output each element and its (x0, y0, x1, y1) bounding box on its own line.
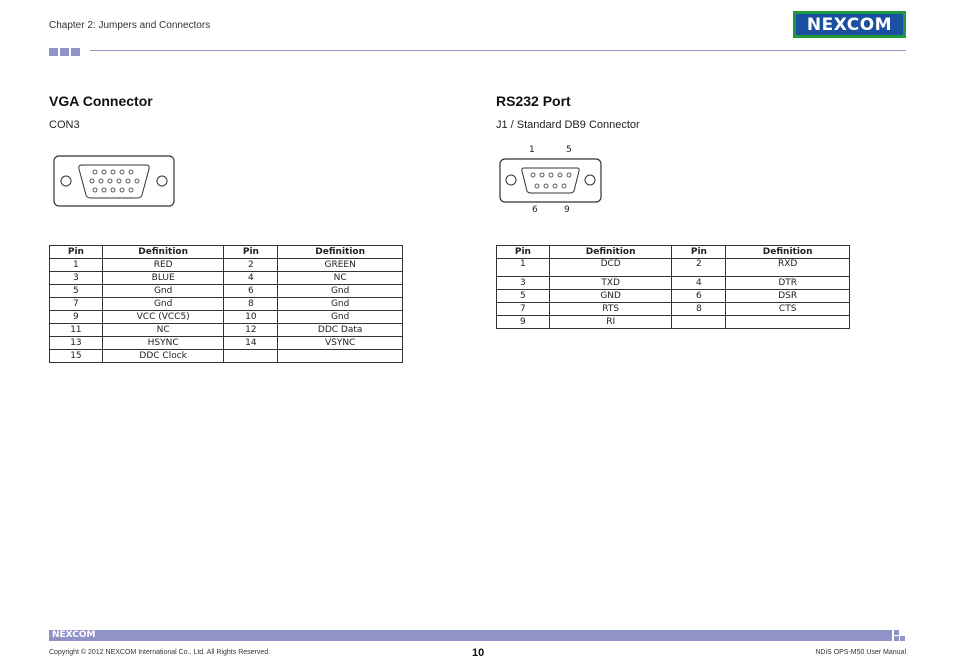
vga-cell: 6 (224, 285, 278, 298)
rs232-title: RS232 Port (496, 93, 571, 109)
vga-cell: 7 (50, 298, 103, 311)
rs232-cell: RXD (726, 259, 850, 277)
vga-connector-diagram (53, 155, 175, 207)
pin-hole (90, 179, 94, 183)
vga-cell: 11 (50, 324, 103, 337)
vga-cell: 8 (224, 298, 278, 311)
rs232-pin-table (496, 245, 850, 329)
rs232-cell: RI (549, 316, 672, 329)
header-squares (49, 48, 80, 56)
rs232-cell: 3 (497, 277, 550, 290)
rs232-header-0: Pin (497, 246, 550, 259)
vga-cell: Gnd (278, 311, 403, 324)
vga-cell: VSYNC (278, 337, 403, 350)
pin-hole (558, 173, 562, 177)
manual-title: NDiS OPS-M50 User Manual (815, 649, 906, 656)
table-row (497, 303, 850, 316)
vga-cell: Gnd (278, 285, 403, 298)
vga-cell: 1 (50, 259, 103, 272)
pin-hole (93, 188, 97, 192)
table-row (50, 337, 403, 350)
vga-cell: Gnd (102, 285, 224, 298)
vga-cell: 2 (224, 259, 278, 272)
pin-hole (120, 188, 124, 192)
vga-title: VGA Connector (49, 93, 153, 109)
page-number: 10 (472, 647, 485, 659)
rs232-cell: 8 (672, 303, 726, 316)
vga-cell: 14 (224, 337, 278, 350)
pin-hole (93, 170, 97, 174)
vga-cell: DDC Data (278, 324, 403, 337)
vga-header-0: Pin (50, 246, 103, 259)
vga-cell: Gnd (102, 298, 224, 311)
rs232-cell: TXD (549, 277, 672, 290)
vga-cell: RED (102, 259, 224, 272)
rs232-cell: 2 (672, 259, 726, 277)
pin-hole (535, 184, 539, 188)
pin-hole (553, 184, 557, 188)
rs232-cell: 6 (672, 290, 726, 303)
vga-header-1: Definition (102, 246, 224, 259)
pin-hole (129, 188, 133, 192)
pin-hole (129, 170, 133, 174)
vga-cell: 3 (50, 272, 103, 285)
vga-cell: VCC (VCC5) (102, 311, 224, 324)
pin-hole (108, 179, 112, 183)
rs232-cell: 9 (497, 316, 550, 329)
rs232-cell: RTS (549, 303, 672, 316)
rs232-cell: GND (549, 290, 672, 303)
vga-cell: BLUE (102, 272, 224, 285)
vga-header-2: Pin (224, 246, 278, 259)
copyright-text: Copyright © 2012 NEXCOM International Co., Ltd. All Rights Reserved. (49, 649, 271, 656)
db9-pin-5-label: 5 (566, 145, 572, 155)
pin-hole (567, 173, 571, 177)
table-row (497, 290, 850, 303)
vga-header-3: Definition (278, 246, 403, 259)
table-row (50, 259, 403, 272)
pin-hole (117, 179, 121, 183)
table-row (497, 277, 850, 290)
vga-cell: NC (278, 272, 403, 285)
vga-cell: DDC Clock (102, 350, 224, 363)
table-row (50, 272, 403, 285)
vga-cell: NC (102, 324, 224, 337)
pin-hole (99, 179, 103, 183)
db9-pin-6-label: 6 (532, 205, 538, 215)
table-row (50, 311, 403, 324)
pin-hole (549, 173, 553, 177)
rs232-cell (726, 316, 850, 329)
pin-hole (126, 179, 130, 183)
vga-cell: 15 (50, 350, 103, 363)
vga-cell: 10 (224, 311, 278, 324)
footer-bar (49, 630, 892, 641)
vga-cell: 5 (50, 285, 103, 298)
pin-hole (540, 173, 544, 177)
logo-text: NEXCOM (806, 14, 893, 35)
db9-connector-diagram (499, 158, 602, 203)
rs232-cell: 1 (497, 259, 550, 277)
vga-pin-table (49, 245, 403, 363)
nexcom-logo (793, 11, 906, 38)
rs232-cell: 5 (497, 290, 550, 303)
footer-logo: NEXCOM (52, 630, 96, 640)
pin-hole (562, 184, 566, 188)
vga-cell: 12 (224, 324, 278, 337)
rs232-cell: 7 (497, 303, 550, 316)
rs232-header-3: Definition (726, 246, 850, 259)
rs232-header-2: Pin (672, 246, 726, 259)
pin-hole (102, 170, 106, 174)
rs232-cell: CTS (726, 303, 850, 316)
pin-hole (111, 170, 115, 174)
vga-cell: HSYNC (102, 337, 224, 350)
pin-hole (102, 188, 106, 192)
table-row (50, 324, 403, 337)
pin-hole (135, 179, 139, 183)
table-row (50, 298, 403, 311)
vga-cell (224, 350, 278, 363)
table-row (497, 316, 850, 329)
pin-hole (120, 170, 124, 174)
rs232-cell: DSR (726, 290, 850, 303)
vga-cell (278, 350, 403, 363)
db9-pin-9-label: 9 (564, 205, 570, 215)
chapter-title: Chapter 2: Jumpers and Connectors (49, 20, 211, 31)
rs232-cell: DTR (726, 277, 850, 290)
vga-cell: 9 (50, 311, 103, 324)
rs232-cell: DCD (549, 259, 672, 277)
rs232-cell: 4 (672, 277, 726, 290)
vga-cell: Gnd (278, 298, 403, 311)
db9-pin-1-label: 1 (529, 145, 535, 155)
vga-cell: 4 (224, 272, 278, 285)
pin-hole (111, 188, 115, 192)
rs232-cell (672, 316, 726, 329)
table-row (50, 285, 403, 298)
table-row (50, 350, 403, 363)
pin-hole (531, 173, 535, 177)
table-row (497, 259, 850, 277)
rs232-subtitle: J1 / Standard DB9 Connector (496, 119, 640, 131)
pin-hole (544, 184, 548, 188)
header-divider (90, 50, 906, 51)
rs232-header-1: Definition (549, 246, 672, 259)
vga-subtitle: CON3 (49, 119, 80, 131)
vga-cell: GREEN (278, 259, 403, 272)
vga-cell: 13 (50, 337, 103, 350)
